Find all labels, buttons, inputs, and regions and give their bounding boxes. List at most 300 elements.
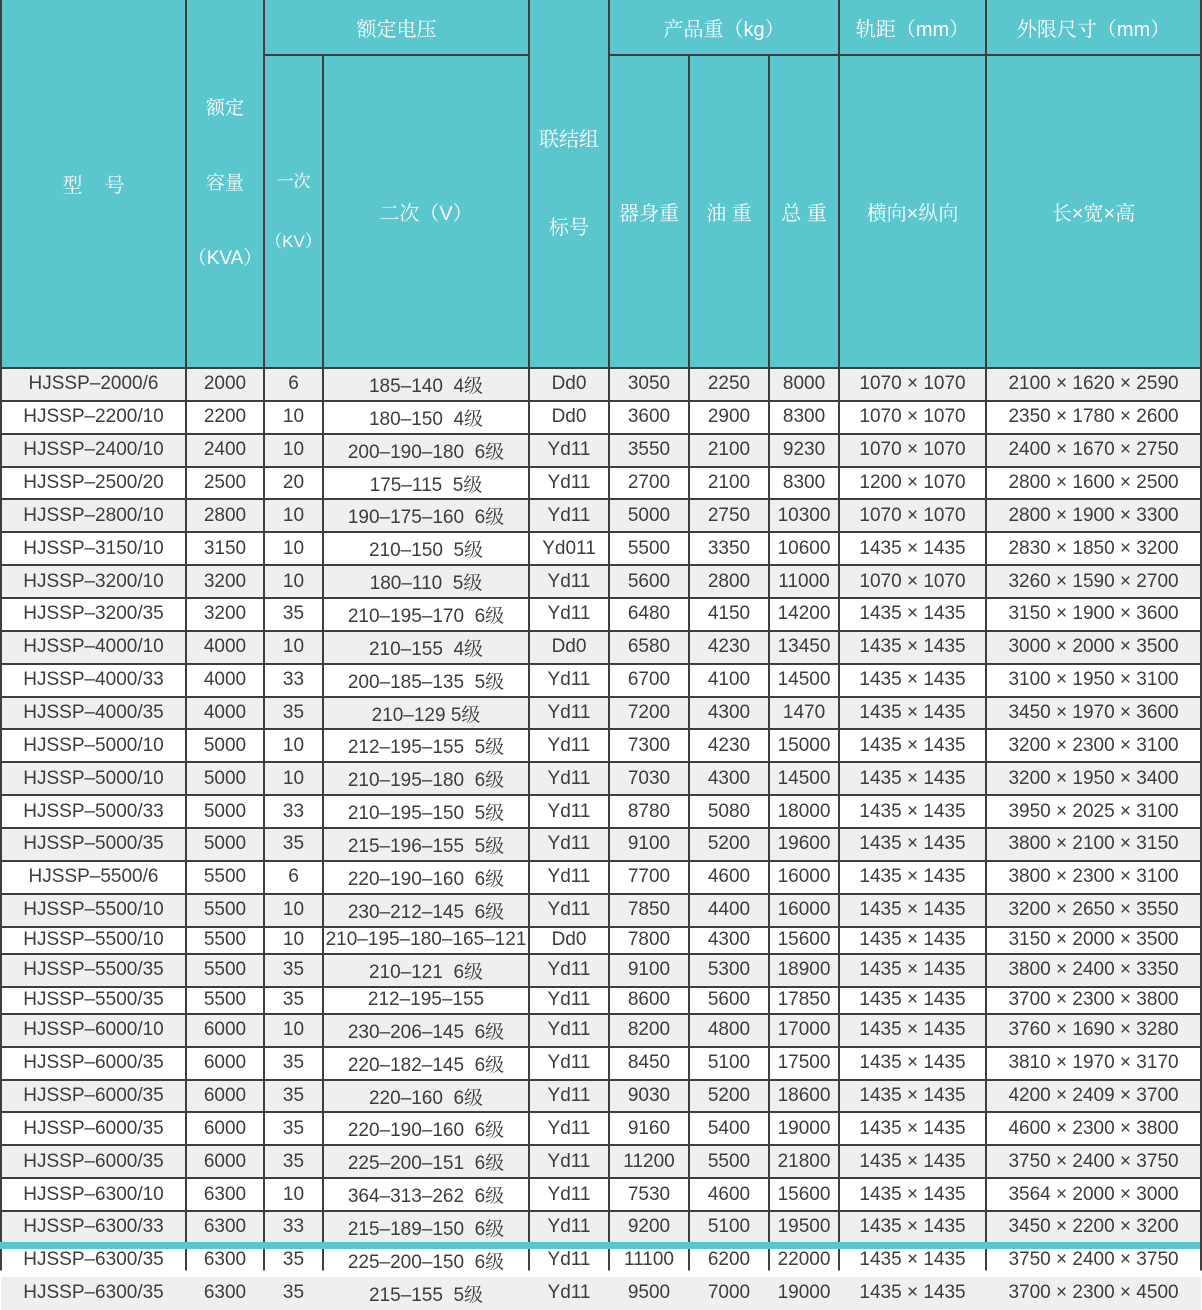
cell-total: 11000 bbox=[769, 565, 839, 598]
header-capacity bbox=[186, 0, 264, 368]
cell-body: 7850 bbox=[609, 894, 689, 927]
header-total-weight: 总 重 bbox=[769, 55, 839, 368]
cell-conn: Yd11 bbox=[529, 565, 609, 598]
cell-kva: 2500 bbox=[186, 467, 264, 500]
cell-conn: Yd11 bbox=[529, 1112, 609, 1145]
header-gauge: 轨距（mm） bbox=[839, 0, 986, 55]
cell-dims: 2800 × 1600 × 2500 bbox=[986, 467, 1201, 500]
header-capacity-line1: 额定 bbox=[205, 98, 244, 119]
cell-oil: 4230 bbox=[689, 631, 769, 664]
cell-body: 6480 bbox=[609, 598, 689, 631]
table-row bbox=[1, 927, 1201, 954]
table-row bbox=[1, 631, 1201, 664]
cell-body: 3600 bbox=[609, 401, 689, 434]
cell-gauge: 1435 × 1435 bbox=[839, 828, 986, 861]
cell-kv: 35 bbox=[264, 1112, 323, 1145]
cell-body: 6700 bbox=[609, 664, 689, 697]
cell-gauge: 1435 × 1435 bbox=[839, 598, 986, 631]
cell-body: 9500 bbox=[609, 1277, 689, 1310]
cell-body: 5600 bbox=[609, 565, 689, 598]
cell-total: 19000 bbox=[769, 1112, 839, 1145]
cell-total: 19600 bbox=[769, 828, 839, 861]
cell-kva: 6000 bbox=[186, 1014, 264, 1047]
cell-oil: 5080 bbox=[689, 795, 769, 828]
cell-body: 7030 bbox=[609, 762, 689, 795]
cell-total: 10600 bbox=[769, 532, 839, 565]
cell-v: 220–190–160 6级 bbox=[323, 1112, 529, 1145]
cell-kv: 35 bbox=[264, 1047, 323, 1080]
cell-kva: 2000 bbox=[186, 368, 264, 401]
cell-oil: 5400 bbox=[689, 1112, 769, 1145]
cell-kv: 10 bbox=[264, 1014, 323, 1047]
table-row bbox=[1, 987, 1201, 1014]
table-row bbox=[1, 795, 1201, 828]
cell-v: 210–195–170 6级 bbox=[323, 598, 529, 631]
cell-v: 185–140 4级 bbox=[323, 368, 529, 401]
cell-gauge: 1435 × 1435 bbox=[839, 1014, 986, 1047]
cell-oil: 5100 bbox=[689, 1211, 769, 1244]
cell-body: 9100 bbox=[609, 828, 689, 861]
header-primary-voltage bbox=[264, 55, 323, 368]
cell-body: 11200 bbox=[609, 1145, 689, 1178]
cell-body: 9100 bbox=[609, 954, 689, 987]
table-row bbox=[1, 1277, 1201, 1310]
header-rated-voltage: 额定电压 bbox=[264, 0, 529, 55]
cell-total: 17850 bbox=[769, 987, 839, 1014]
cell-dims: 3760 × 1690 × 3280 bbox=[986, 1014, 1201, 1047]
cell-body: 3050 bbox=[609, 368, 689, 401]
cell-dims: 2350 × 1780 × 2600 bbox=[986, 401, 1201, 434]
cell-oil: 2250 bbox=[689, 368, 769, 401]
cell-conn: Yd11 bbox=[529, 729, 609, 762]
cell-v: 180–150 4级 bbox=[323, 401, 529, 434]
cell-gauge: 1435 × 1435 bbox=[839, 1080, 986, 1113]
cell-v: 200–190–180 6级 bbox=[323, 434, 529, 467]
cell-dims: 3200 × 2300 × 3100 bbox=[986, 729, 1201, 762]
cell-gauge: 1070 × 1070 bbox=[839, 499, 986, 532]
cell-kv: 10 bbox=[264, 729, 323, 762]
cell-total: 15000 bbox=[769, 729, 839, 762]
cell-dims: 3150 × 1900 × 3600 bbox=[986, 598, 1201, 631]
header-primary-line1: 一次 bbox=[276, 171, 311, 191]
cell-kv: 10 bbox=[264, 401, 323, 434]
cell-gauge: 1435 × 1435 bbox=[839, 795, 986, 828]
cell-conn: Yd11 bbox=[529, 434, 609, 467]
cell-total: 13450 bbox=[769, 631, 839, 664]
header-gauge-sub: 横向×纵向 bbox=[839, 55, 986, 368]
header-oil-weight: 油 重 bbox=[689, 55, 769, 368]
cell-oil: 4300 bbox=[689, 762, 769, 795]
cell-total: 22000 bbox=[769, 1244, 839, 1277]
cell-model: HJSSP–6300/35 bbox=[1, 1277, 186, 1310]
cell-model: HJSSP–5500/6 bbox=[1, 861, 186, 894]
cell-dims: 3450 × 2200 × 3200 bbox=[986, 1211, 1201, 1244]
cell-total: 18900 bbox=[769, 954, 839, 987]
cell-v: 230–206–145 6级 bbox=[323, 1014, 529, 1047]
cell-body: 9160 bbox=[609, 1112, 689, 1145]
cell-kva: 6000 bbox=[186, 1080, 264, 1113]
cell-dims: 3100 × 1950 × 3100 bbox=[986, 664, 1201, 697]
table-row bbox=[1, 894, 1201, 927]
cell-oil: 5200 bbox=[689, 1080, 769, 1113]
cell-gauge: 1435 × 1435 bbox=[839, 1277, 986, 1310]
cell-kv: 33 bbox=[264, 664, 323, 697]
cell-gauge: 1435 × 1435 bbox=[839, 1047, 986, 1080]
cell-kv: 33 bbox=[264, 1211, 323, 1244]
cell-v: 212–195–155 bbox=[323, 987, 529, 1014]
table-row bbox=[1, 1047, 1201, 1080]
cell-dims: 3260 × 1590 × 2700 bbox=[986, 565, 1201, 598]
cell-model: HJSSP–4000/33 bbox=[1, 664, 186, 697]
cell-total: 1470 bbox=[769, 697, 839, 730]
cell-dims: 3700 × 2300 × 4500 bbox=[986, 1277, 1201, 1310]
cell-total: 8300 bbox=[769, 401, 839, 434]
cell-kva: 5000 bbox=[186, 762, 264, 795]
cell-total: 9230 bbox=[769, 434, 839, 467]
cell-v: 210–195–180–165–121 bbox=[323, 927, 529, 954]
cell-model: HJSSP–6000/35 bbox=[1, 1112, 186, 1145]
cell-v: 210–195–180 6级 bbox=[323, 762, 529, 795]
cell-model: HJSSP–5000/35 bbox=[1, 828, 186, 861]
cell-total: 18600 bbox=[769, 1080, 839, 1113]
header-connection-line1: 联结组 bbox=[539, 128, 599, 151]
cell-kva: 4000 bbox=[186, 697, 264, 730]
cell-oil: 4800 bbox=[689, 1014, 769, 1047]
cell-gauge: 1435 × 1435 bbox=[839, 861, 986, 894]
table-row bbox=[1, 1145, 1201, 1178]
cell-oil: 5300 bbox=[689, 954, 769, 987]
cell-body: 8780 bbox=[609, 795, 689, 828]
cell-body: 9200 bbox=[609, 1211, 689, 1244]
cell-conn: Dd0 bbox=[529, 927, 609, 954]
cell-kva: 5000 bbox=[186, 828, 264, 861]
cell-oil: 4100 bbox=[689, 664, 769, 697]
cell-gauge: 1070 × 1070 bbox=[839, 565, 986, 598]
cell-kv: 35 bbox=[264, 1145, 323, 1178]
table-row bbox=[1, 861, 1201, 894]
cell-gauge: 1435 × 1435 bbox=[839, 532, 986, 565]
cell-conn: Yd11 bbox=[529, 467, 609, 500]
cell-v: 220–160 6级 bbox=[323, 1080, 529, 1113]
cell-v: 220–190–160 6级 bbox=[323, 861, 529, 894]
cell-kv: 20 bbox=[264, 467, 323, 500]
cell-total: 14200 bbox=[769, 598, 839, 631]
cell-body: 6580 bbox=[609, 631, 689, 664]
cell-total: 18000 bbox=[769, 795, 839, 828]
cell-conn: Yd11 bbox=[529, 1047, 609, 1080]
header-capacity-line2: 容量 bbox=[205, 173, 244, 194]
cell-model: HJSSP–6300/35 bbox=[1, 1244, 186, 1277]
header-connection bbox=[529, 0, 609, 368]
cell-kv: 35 bbox=[264, 954, 323, 987]
cell-body: 7530 bbox=[609, 1178, 689, 1211]
cell-kv: 10 bbox=[264, 499, 323, 532]
table-header bbox=[1, 0, 1201, 368]
cell-conn: Yd11 bbox=[529, 1178, 609, 1211]
table-row bbox=[1, 499, 1201, 532]
cell-gauge: 1435 × 1435 bbox=[839, 664, 986, 697]
cell-dims: 2800 × 1900 × 3300 bbox=[986, 499, 1201, 532]
cell-oil: 2800 bbox=[689, 565, 769, 598]
cell-total: 17500 bbox=[769, 1047, 839, 1080]
cell-model: HJSSP–6300/33 bbox=[1, 1211, 186, 1244]
cell-v: 190–175–160 6级 bbox=[323, 499, 529, 532]
cell-dims: 3800 × 2400 × 3350 bbox=[986, 954, 1201, 987]
cell-conn: Dd0 bbox=[529, 401, 609, 434]
cell-v: 210–195–150 5级 bbox=[323, 795, 529, 828]
cell-kva: 2400 bbox=[186, 434, 264, 467]
cell-kva: 2800 bbox=[186, 499, 264, 532]
cell-dims: 3150 × 2000 × 3500 bbox=[986, 927, 1201, 954]
cell-gauge: 1200 × 1070 bbox=[839, 467, 986, 500]
cell-model: HJSSP–6300/10 bbox=[1, 1178, 186, 1211]
cell-body: 5500 bbox=[609, 532, 689, 565]
cell-gauge: 1435 × 1435 bbox=[839, 729, 986, 762]
cell-kva: 6300 bbox=[186, 1244, 264, 1277]
table-row bbox=[1, 598, 1201, 631]
cell-kva: 6300 bbox=[186, 1277, 264, 1310]
cell-model: HJSSP–6000/35 bbox=[1, 1080, 186, 1113]
cell-body: 2700 bbox=[609, 467, 689, 500]
cell-dims: 3800 × 2300 × 3100 bbox=[986, 861, 1201, 894]
table-row bbox=[1, 828, 1201, 861]
cell-dims: 3700 × 2300 × 3800 bbox=[986, 987, 1201, 1014]
header-secondary-voltage: 二次（V） bbox=[323, 55, 529, 368]
cell-oil: 4600 bbox=[689, 1178, 769, 1211]
cell-conn: Yd11 bbox=[529, 987, 609, 1014]
cell-conn: Yd11 bbox=[529, 1014, 609, 1047]
table-row bbox=[1, 565, 1201, 598]
cell-v: 225–200–150 6级 bbox=[323, 1244, 529, 1277]
header-body-weight: 器身重 bbox=[609, 55, 689, 368]
cell-kva: 6000 bbox=[186, 1047, 264, 1080]
cell-conn: Dd0 bbox=[529, 631, 609, 664]
cell-kv: 35 bbox=[264, 1244, 323, 1277]
cell-gauge: 1435 × 1435 bbox=[839, 894, 986, 927]
cell-v: 180–110 5级 bbox=[323, 565, 529, 598]
cell-oil: 4400 bbox=[689, 894, 769, 927]
cell-model: HJSSP–3200/10 bbox=[1, 565, 186, 598]
table-row bbox=[1, 1211, 1201, 1244]
cell-body: 9030 bbox=[609, 1080, 689, 1113]
cell-kva: 5500 bbox=[186, 987, 264, 1014]
cell-kva: 4000 bbox=[186, 631, 264, 664]
cell-dims: 2830 × 1850 × 3200 bbox=[986, 532, 1201, 565]
cell-oil: 2100 bbox=[689, 434, 769, 467]
table-row bbox=[1, 532, 1201, 565]
cell-gauge: 1435 × 1435 bbox=[839, 631, 986, 664]
cell-total: 21800 bbox=[769, 1145, 839, 1178]
cell-kv: 10 bbox=[264, 894, 323, 927]
cell-kv: 10 bbox=[264, 631, 323, 664]
cell-dims: 3000 × 2000 × 3500 bbox=[986, 631, 1201, 664]
cell-body: 3550 bbox=[609, 434, 689, 467]
cell-oil: 4300 bbox=[689, 927, 769, 954]
cell-conn: Yd11 bbox=[529, 1277, 609, 1310]
cell-model: HJSSP–5500/35 bbox=[1, 954, 186, 987]
cell-v: 212–195–155 5级 bbox=[323, 729, 529, 762]
cell-kva: 2200 bbox=[186, 401, 264, 434]
cell-kv: 35 bbox=[264, 598, 323, 631]
cell-body: 7200 bbox=[609, 697, 689, 730]
cell-total: 16000 bbox=[769, 894, 839, 927]
cell-model: HJSSP–2500/20 bbox=[1, 467, 186, 500]
cell-dims: 3810 × 1970 × 3170 bbox=[986, 1047, 1201, 1080]
cell-v: 230–212–145 6级 bbox=[323, 894, 529, 927]
cell-model: HJSSP–5000/33 bbox=[1, 795, 186, 828]
cell-kv: 10 bbox=[264, 565, 323, 598]
cell-conn: Yd11 bbox=[529, 1211, 609, 1244]
cell-kva: 5500 bbox=[186, 861, 264, 894]
table-row bbox=[1, 1014, 1201, 1047]
cell-model: HJSSP–6000/35 bbox=[1, 1047, 186, 1080]
cell-gauge: 1435 × 1435 bbox=[839, 762, 986, 795]
cell-v: 210–155 4级 bbox=[323, 631, 529, 664]
table-row bbox=[1, 664, 1201, 697]
header-connection-line2: 标号 bbox=[549, 216, 589, 239]
cell-v: 225–200–151 6级 bbox=[323, 1145, 529, 1178]
cell-model: HJSSP–6000/10 bbox=[1, 1014, 186, 1047]
cell-model: HJSSP–4000/35 bbox=[1, 697, 186, 730]
cell-model: HJSSP–3150/10 bbox=[1, 532, 186, 565]
cell-conn: Yd11 bbox=[529, 1244, 609, 1277]
cell-dims: 2100 × 1620 × 2590 bbox=[986, 368, 1201, 401]
cell-kva: 3200 bbox=[186, 598, 264, 631]
cell-model: HJSSP–5000/10 bbox=[1, 762, 186, 795]
cell-model: HJSSP–5000/10 bbox=[1, 729, 186, 762]
cell-total: 8300 bbox=[769, 467, 839, 500]
cell-kv: 6 bbox=[264, 368, 323, 401]
table-row bbox=[1, 401, 1201, 434]
cell-v: 210–129 5级 bbox=[323, 697, 529, 730]
cell-kva: 5500 bbox=[186, 927, 264, 954]
cell-oil: 4150 bbox=[689, 598, 769, 631]
cell-model: HJSSP–2400/10 bbox=[1, 434, 186, 467]
cell-kv: 35 bbox=[264, 1080, 323, 1113]
cell-body: 7800 bbox=[609, 927, 689, 954]
cell-kva: 3200 bbox=[186, 565, 264, 598]
cell-gauge: 1435 × 1435 bbox=[839, 987, 986, 1014]
cell-body: 5000 bbox=[609, 499, 689, 532]
table-row bbox=[1, 1112, 1201, 1145]
cell-conn: Yd11 bbox=[529, 1080, 609, 1113]
cell-dims: 3800 × 2100 × 3150 bbox=[986, 828, 1201, 861]
cell-kv: 6 bbox=[264, 861, 323, 894]
cell-dims: 3750 × 2400 × 3750 bbox=[986, 1244, 1201, 1277]
cell-total: 15600 bbox=[769, 1178, 839, 1211]
cell-kva: 4000 bbox=[186, 664, 264, 697]
cell-dims: 3200 × 2650 × 3550 bbox=[986, 894, 1201, 927]
cell-model: HJSSP–6000/35 bbox=[1, 1145, 186, 1178]
cell-gauge: 1435 × 1435 bbox=[839, 697, 986, 730]
table-row bbox=[1, 368, 1201, 401]
cell-model: HJSSP–4000/10 bbox=[1, 631, 186, 664]
cell-dims: 3450 × 1970 × 3600 bbox=[986, 697, 1201, 730]
cell-conn: Yd11 bbox=[529, 499, 609, 532]
cell-v: 215–155 5级 bbox=[323, 1277, 529, 1310]
cell-oil: 5600 bbox=[689, 987, 769, 1014]
header-model: 型 号 bbox=[1, 0, 186, 368]
cell-model: HJSSP–5500/10 bbox=[1, 927, 186, 954]
cell-kva: 3150 bbox=[186, 532, 264, 565]
header-primary-line2: （KV） bbox=[265, 231, 322, 251]
cell-body: 8200 bbox=[609, 1014, 689, 1047]
cell-conn: Yd11 bbox=[529, 697, 609, 730]
cell-oil: 5100 bbox=[689, 1047, 769, 1080]
cell-conn: Yd11 bbox=[529, 1145, 609, 1178]
cell-total: 8000 bbox=[769, 368, 839, 401]
cell-model: HJSSP–5500/10 bbox=[1, 894, 186, 927]
cell-gauge: 1435 × 1435 bbox=[839, 1145, 986, 1178]
cell-oil: 4300 bbox=[689, 697, 769, 730]
table-row bbox=[1, 1178, 1201, 1211]
cell-model: HJSSP–2000/6 bbox=[1, 368, 186, 401]
cell-dims: 3200 × 1950 × 3400 bbox=[986, 762, 1201, 795]
bottom-accent-bar bbox=[0, 1242, 1200, 1249]
cell-gauge: 1435 × 1435 bbox=[839, 1211, 986, 1244]
cell-total: 14500 bbox=[769, 664, 839, 697]
header-dims-sub: 长×宽×高 bbox=[986, 55, 1201, 368]
cell-v: 220–182–145 6级 bbox=[323, 1047, 529, 1080]
cell-kv: 35 bbox=[264, 828, 323, 861]
cell-body: 8450 bbox=[609, 1047, 689, 1080]
cell-gauge: 1435 × 1435 bbox=[839, 1178, 986, 1211]
cell-model: HJSSP–5500/35 bbox=[1, 987, 186, 1014]
cell-gauge: 1435 × 1435 bbox=[839, 1112, 986, 1145]
header-product-weight: 产品重（kg） bbox=[609, 0, 839, 55]
cell-kv: 10 bbox=[264, 532, 323, 565]
cell-total: 19000 bbox=[769, 1277, 839, 1310]
cell-oil: 6200 bbox=[689, 1244, 769, 1277]
cell-gauge: 1070 × 1070 bbox=[839, 368, 986, 401]
cell-conn: Yd11 bbox=[529, 762, 609, 795]
cell-v: 215–189–150 6级 bbox=[323, 1211, 529, 1244]
cell-conn: Yd11 bbox=[529, 828, 609, 861]
cell-model: HJSSP–2200/10 bbox=[1, 401, 186, 434]
cell-oil: 5500 bbox=[689, 1145, 769, 1178]
cell-conn: Yd11 bbox=[529, 795, 609, 828]
cell-v: 175–115 5级 bbox=[323, 467, 529, 500]
cell-v: 210–150 5级 bbox=[323, 532, 529, 565]
cell-kv: 10 bbox=[264, 1178, 323, 1211]
cell-gauge: 1435 × 1435 bbox=[839, 1244, 986, 1277]
cell-kv: 35 bbox=[264, 1277, 323, 1310]
cell-kva: 6300 bbox=[186, 1211, 264, 1244]
cell-v: 215–196–155 5级 bbox=[323, 828, 529, 861]
cell-body: 11100 bbox=[609, 1244, 689, 1277]
cell-dims: 4600 × 2300 × 3800 bbox=[986, 1112, 1201, 1145]
cell-conn: Yd11 bbox=[529, 894, 609, 927]
header-dimensions: 外限尺寸（mm） bbox=[986, 0, 1201, 55]
cell-oil: 7000 bbox=[689, 1277, 769, 1310]
cell-kva: 5000 bbox=[186, 795, 264, 828]
table-row bbox=[1, 697, 1201, 730]
cell-total: 17000 bbox=[769, 1014, 839, 1047]
cell-kv: 10 bbox=[264, 762, 323, 795]
cell-model: HJSSP–3200/35 bbox=[1, 598, 186, 631]
cell-model: HJSSP–2800/10 bbox=[1, 499, 186, 532]
cell-kv: 10 bbox=[264, 434, 323, 467]
cell-conn: Yd011 bbox=[529, 532, 609, 565]
cell-dims: 2400 × 1670 × 2750 bbox=[986, 434, 1201, 467]
cell-oil: 3350 bbox=[689, 532, 769, 565]
cell-body: 7300 bbox=[609, 729, 689, 762]
cell-conn: Yd11 bbox=[529, 861, 609, 894]
cell-kv: 33 bbox=[264, 795, 323, 828]
cell-gauge: 1435 × 1435 bbox=[839, 954, 986, 987]
cell-kva: 6000 bbox=[186, 1112, 264, 1145]
cell-total: 16000 bbox=[769, 861, 839, 894]
